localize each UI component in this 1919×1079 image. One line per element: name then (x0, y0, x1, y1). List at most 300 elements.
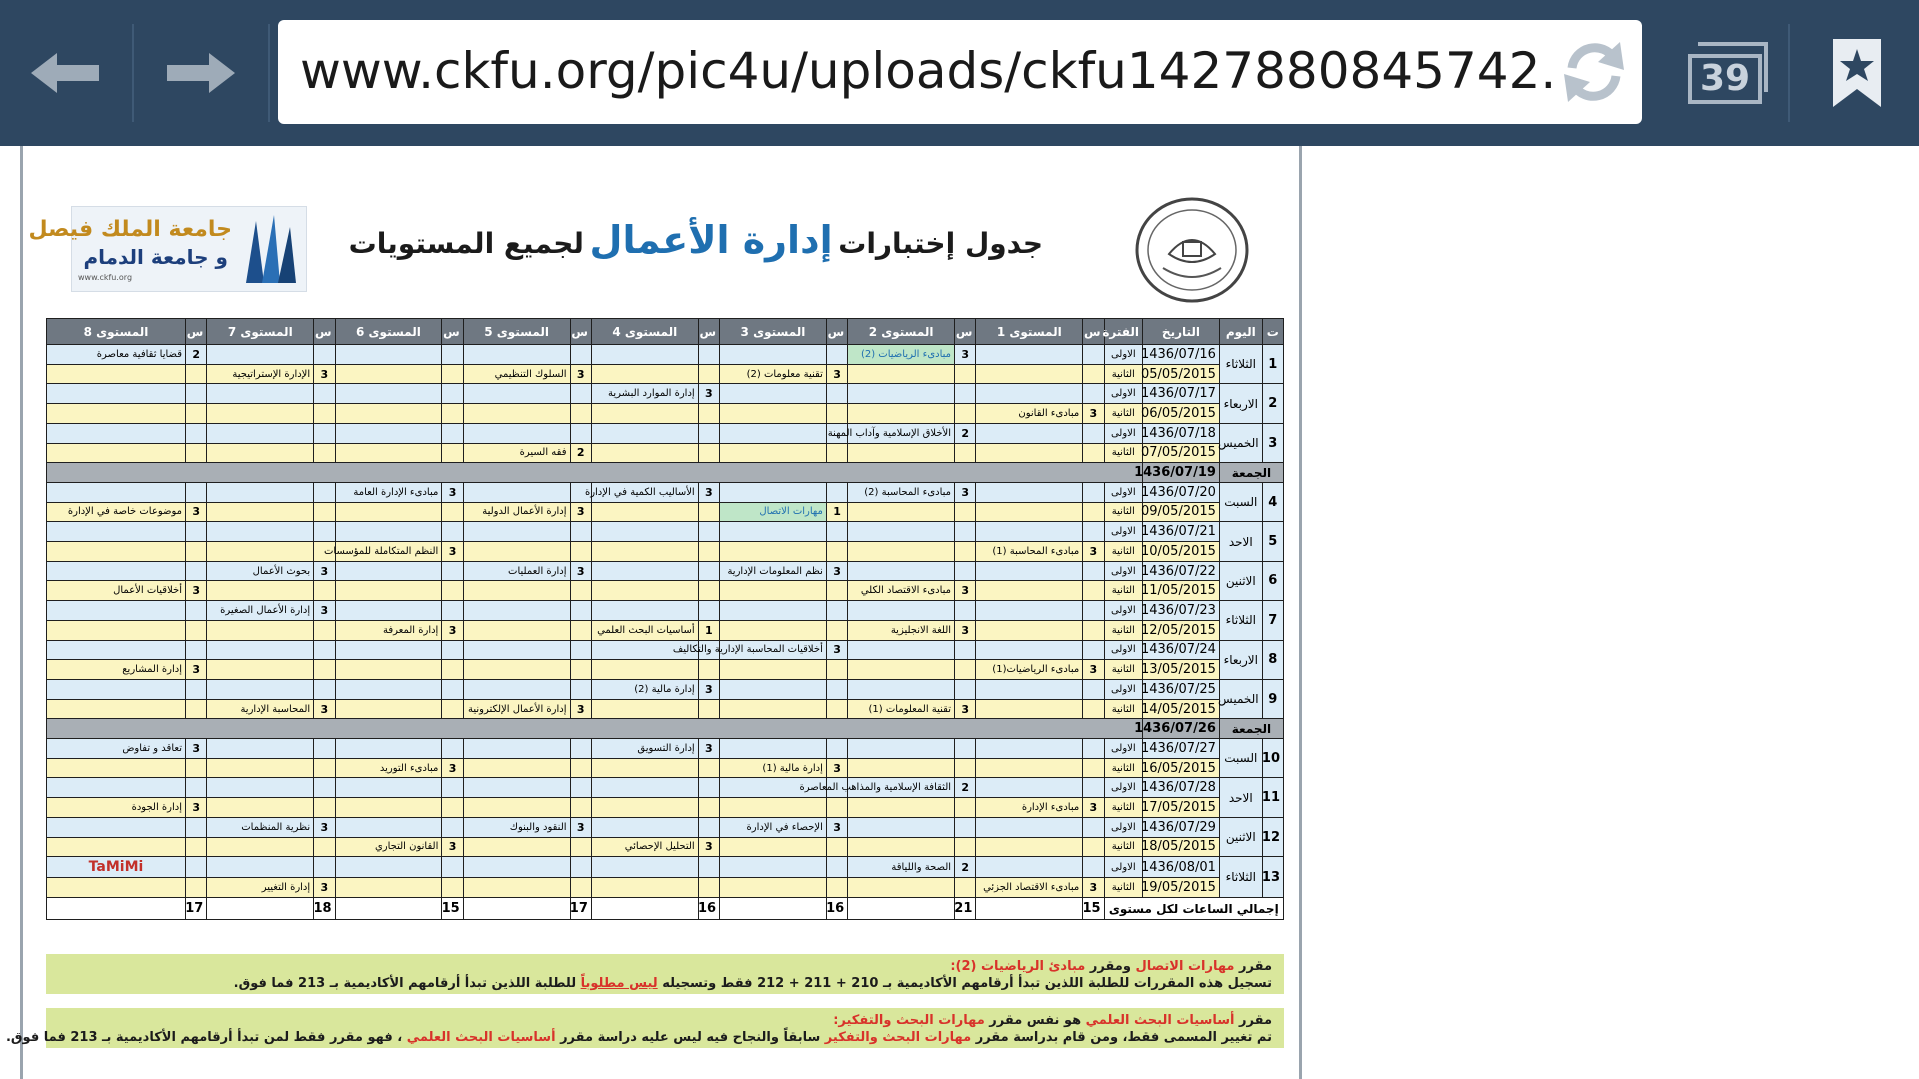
gregorian-date: 14/05/2015 (1143, 699, 1220, 719)
table-row (47, 739, 1284, 759)
credit-hours (186, 758, 207, 778)
credit-hours (186, 640, 207, 660)
course-name (47, 620, 186, 640)
course-name (47, 601, 186, 621)
credit-hours: 3 (570, 561, 591, 581)
gregorian-date: 12/05/2015 (1143, 620, 1220, 640)
credit-hours (1083, 581, 1104, 601)
table-row (47, 640, 1284, 660)
credit-hours: 3 (186, 739, 207, 759)
course-name: تقنية المعلومات (1) (848, 699, 955, 719)
credit-hours (314, 679, 335, 699)
note-text: مقرر (1239, 1013, 1272, 1028)
course-name (463, 778, 570, 798)
credit-hours (1083, 640, 1104, 660)
credit-hours (955, 798, 976, 818)
course-name: فقه السيرة (463, 443, 570, 463)
schedule-title (348, 218, 1043, 278)
credit-hours (442, 404, 463, 424)
credit-hours (698, 345, 719, 365)
course-name (720, 542, 827, 562)
credit-hours (570, 581, 591, 601)
credit-hours (314, 739, 335, 759)
table-row (47, 837, 1284, 857)
course-name: الإحصاء في الإدارة (720, 817, 827, 837)
course-name (591, 364, 698, 384)
table-row (47, 758, 1284, 778)
note-course: مهارات البحث والتفكير: (833, 1013, 985, 1028)
note-text: للطلبة اللذين تبدأ أرقامهم الأكاديمية بـ 213 فما فوق. (233, 976, 577, 991)
credit-hours (698, 660, 719, 680)
credit-hours (1083, 561, 1104, 581)
course-name (207, 522, 314, 542)
course-name (335, 384, 442, 404)
credit-hours (186, 837, 207, 857)
course-name (207, 345, 314, 365)
level-total: 17 (186, 898, 207, 920)
credit-hours (955, 817, 976, 837)
row-number: 9 (1262, 679, 1283, 718)
header-cell: المستوى 6 (335, 319, 442, 345)
level-total: 16 (698, 898, 719, 920)
course-name (848, 817, 955, 837)
course-name (591, 404, 698, 424)
credit-hours (186, 404, 207, 424)
course-name (463, 798, 570, 818)
credit-hours (442, 345, 463, 365)
course-name (591, 758, 698, 778)
credit-hours (1083, 857, 1104, 878)
tabs-button[interactable] (1665, 0, 1791, 146)
day-name: الاحد (1219, 778, 1262, 817)
course-name (335, 502, 442, 522)
table-row (47, 482, 1284, 502)
course-name (47, 542, 186, 562)
note-course: مهارات البحث والتفكير (824, 1030, 972, 1045)
course-name (591, 561, 698, 581)
header-cell: س (314, 319, 335, 345)
credit-hours (186, 778, 207, 798)
course-name: إدارة المشاريع (47, 660, 186, 680)
credit-hours (826, 601, 847, 621)
friday-day-label: الجمعة (1219, 463, 1283, 483)
course-name: الأخلاق الإسلامية وآداب المهنة (848, 423, 955, 443)
course-name: مبادىء الاقتصاد الجزئي (976, 878, 1083, 898)
credit-hours: 2 (570, 443, 591, 463)
gregorian-date: 11/05/2015 (1143, 581, 1220, 601)
row-number: 11 (1262, 778, 1283, 817)
credit-hours: 3 (442, 482, 463, 502)
credit-hours (442, 561, 463, 581)
course-name (335, 443, 442, 463)
course-name (848, 502, 955, 522)
course-name: إدارة الأعمال الصغيرة (207, 601, 314, 621)
course-name (976, 482, 1083, 502)
note-course: أساسيات البحث العلمي (1085, 1013, 1235, 1028)
credit-hours: 3 (826, 817, 847, 837)
credit-hours (955, 542, 976, 562)
credit-hours (698, 581, 719, 601)
period-cell: الاولى (1104, 857, 1142, 878)
credit-hours: 3 (442, 758, 463, 778)
course-name (463, 404, 570, 424)
course-name (720, 345, 827, 365)
total-blank (720, 898, 827, 920)
hijri-date: 1436/07/25 (1143, 679, 1220, 699)
credit-hours (1083, 699, 1104, 719)
credit-hours (442, 384, 463, 404)
period-cell: الاولى (1104, 739, 1142, 759)
course-name (591, 878, 698, 898)
note-text: تم تغيير المسمى فقط، ومن قام بدراسة مقرر (975, 1030, 1272, 1045)
course-name: الأساليب الكمية في الإدارة (591, 482, 698, 502)
course-name (463, 601, 570, 621)
course-name (207, 739, 314, 759)
totals-label: إجمالي الساعات لكل مستوى (1104, 898, 1283, 920)
credit-hours (186, 601, 207, 621)
course-name: إدارة الجودة (47, 798, 186, 818)
course-name: الإدارة الإستراتيجية (207, 364, 314, 384)
credit-hours (442, 739, 463, 759)
university-seal-icon (1133, 196, 1251, 304)
course-name (976, 620, 1083, 640)
credit-hours (570, 660, 591, 680)
course-name (848, 443, 955, 463)
day-name: الاحد (1219, 522, 1262, 561)
credit-hours (314, 443, 335, 463)
hijri-date: 1436/08/01 (1143, 857, 1220, 878)
course-name (47, 878, 186, 898)
gregorian-date: 13/05/2015 (1143, 660, 1220, 680)
credit-hours (314, 423, 335, 443)
course-name: موضوعات خاصة في الإدارة (47, 502, 186, 522)
course-name: مبادىء الإدارة العامة (335, 482, 442, 502)
course-name: أساسيات البحث العلمي (591, 620, 698, 640)
level-total: 15 (1083, 898, 1104, 920)
table-row (47, 522, 1284, 542)
course-name: قضايا ثقافية معاصرة (47, 345, 186, 365)
credit-hours: 3 (826, 640, 847, 660)
gregorian-date: 06/05/2015 (1143, 404, 1220, 424)
total-blank (207, 898, 314, 920)
note-text: ، فهو مقرر فقط لمن تبدأ أرقامهم الأكاديمية بـ 213 فما فوق. (5, 1030, 403, 1045)
gregorian-date: 18/05/2015 (1143, 837, 1220, 857)
course-name (463, 522, 570, 542)
course-name (976, 502, 1083, 522)
reload-button[interactable] (1556, 34, 1632, 110)
credit-hours (314, 502, 335, 522)
course-name: مبادىء التوريد (335, 758, 442, 778)
course-name (848, 404, 955, 424)
credit-hours (186, 423, 207, 443)
course-name: بحوث الأعمال (207, 561, 314, 581)
credit-hours (826, 542, 847, 562)
day-name: الاثنين (1219, 817, 1262, 856)
course-name (976, 561, 1083, 581)
credit-hours (186, 878, 207, 898)
course-name (591, 581, 698, 601)
course-name: إدارة الموارد البشرية (591, 384, 698, 404)
course-name (463, 384, 570, 404)
period-cell: الاولى (1104, 817, 1142, 837)
course-name (848, 640, 955, 660)
table-row (47, 502, 1284, 522)
course-name (335, 878, 442, 898)
table-row (47, 679, 1284, 699)
credit-hours (442, 423, 463, 443)
header-cell: التاريخ (1143, 319, 1220, 345)
note-course: مبادئ الرياضيات (2): (950, 959, 1086, 974)
credit-hours: 3 (698, 837, 719, 857)
period-cell: الثانية (1104, 798, 1142, 818)
course-name (335, 679, 442, 699)
course-name (591, 798, 698, 818)
level-total: 17 (570, 898, 591, 920)
credit-hours (570, 640, 591, 660)
credit-hours (570, 679, 591, 699)
credit-hours (1083, 837, 1104, 857)
day-name: الثلاثاء (1219, 345, 1262, 384)
credit-hours: 3 (314, 699, 335, 719)
total-blank (976, 898, 1083, 920)
course-name (848, 739, 955, 759)
url-text[interactable]: www.ckfu.org/pic4u/uploads/ckfu1427880845742. (300, 42, 1557, 100)
period-cell: الثانية (1104, 443, 1142, 463)
credit-hours (570, 620, 591, 640)
course-name: إدارة الأعمال الدولية (463, 502, 570, 522)
header-cell: المستوى 4 (591, 319, 698, 345)
course-name (976, 699, 1083, 719)
note-text: هو نفس مقرر (989, 1013, 1082, 1028)
credit-hours: 2 (955, 778, 976, 798)
course-name (335, 798, 442, 818)
credit-hours (186, 482, 207, 502)
period-cell: الاولى (1104, 423, 1142, 443)
course-name (976, 640, 1083, 660)
course-name (463, 679, 570, 699)
hijri-date: 1436/07/23 (1143, 601, 1220, 621)
course-name (463, 857, 570, 878)
course-name (591, 778, 698, 798)
note-box-1 (46, 954, 1284, 994)
course-name (591, 443, 698, 463)
course-name (47, 404, 186, 424)
level-total: 15 (442, 898, 463, 920)
course-name: مبادىء المحاسبة (1) (976, 542, 1083, 562)
course-name: السلوك التنظيمي (463, 364, 570, 384)
course-name (47, 837, 186, 857)
course-name (848, 561, 955, 581)
course-name (463, 640, 570, 660)
course-name (848, 758, 955, 778)
day-name: السبت (1219, 739, 1262, 778)
course-name (207, 502, 314, 522)
course-name: إدارة الأعمال الإلكترونية (463, 699, 570, 719)
credit-hours (570, 423, 591, 443)
table-row (47, 857, 1284, 878)
period-cell: الاولى (1104, 522, 1142, 542)
course-name (848, 679, 955, 699)
schedule-table (46, 318, 1284, 920)
course-name: إدارة التسويق (591, 739, 698, 759)
credit-hours (698, 758, 719, 778)
credit-hours: 3 (442, 837, 463, 857)
course-name (848, 522, 955, 542)
credit-hours (1083, 384, 1104, 404)
course-name (591, 699, 698, 719)
row-number: 7 (1262, 601, 1283, 640)
credit-hours (1083, 423, 1104, 443)
header-cell: س (955, 319, 976, 345)
course-name (47, 778, 186, 798)
course-name (463, 620, 570, 640)
period-cell: الاولى (1104, 561, 1142, 581)
note-1-line-2 (58, 975, 1272, 992)
total-blank (848, 898, 955, 920)
course-name (848, 542, 955, 562)
course-name (848, 837, 955, 857)
level-total: 21 (955, 898, 976, 920)
course-name (591, 502, 698, 522)
credit-hours (1083, 679, 1104, 699)
credit-hours (826, 384, 847, 404)
toolbar-divider (268, 24, 270, 122)
course-name (463, 423, 570, 443)
address-bar[interactable] (278, 20, 1642, 124)
credit-hours (570, 522, 591, 542)
course-name: تقنية معلومات (2) (720, 364, 827, 384)
credit-hours (1083, 345, 1104, 365)
credit-hours (698, 798, 719, 818)
credit-hours (1083, 502, 1104, 522)
course-name (47, 522, 186, 542)
course-name (976, 739, 1083, 759)
period-cell: الثانية (1104, 699, 1142, 719)
table-row (47, 384, 1284, 404)
credit-hours: 3 (955, 345, 976, 365)
credit-hours (826, 679, 847, 699)
friday-fill (47, 463, 1143, 483)
note-1-line-1 (58, 958, 1272, 975)
course-name (720, 660, 827, 680)
credit-hours (826, 878, 847, 898)
back-button[interactable] (0, 0, 132, 146)
course-name: إدارة مالية (1) (720, 758, 827, 778)
credit-hours: 2 (955, 857, 976, 878)
credit-hours (442, 798, 463, 818)
credit-hours (570, 739, 591, 759)
course-name (591, 522, 698, 542)
credit-hours: 3 (570, 699, 591, 719)
course-name (591, 601, 698, 621)
credit-hours: 3 (1083, 542, 1104, 562)
bookmark-button[interactable] (1795, 0, 1919, 146)
credit-hours (826, 581, 847, 601)
credit-hours: 1 (698, 620, 719, 640)
credit-hours (570, 778, 591, 798)
total-blank (591, 898, 698, 920)
credit-hours: 3 (1083, 404, 1104, 424)
credit-hours: 3 (826, 758, 847, 778)
course-name: الصحة واللياقة (848, 857, 955, 878)
credit-hours (698, 601, 719, 621)
header-cell: المستوى 3 (720, 319, 827, 345)
course-name (720, 443, 827, 463)
credit-hours: 3 (1083, 798, 1104, 818)
credit-hours (1083, 522, 1104, 542)
credit-hours (826, 699, 847, 719)
course-name: النظم المتكاملة للمؤسسات (335, 542, 442, 562)
credit-hours: 3 (314, 601, 335, 621)
course-name: إدارة المعرفة (335, 620, 442, 640)
credit-hours: 3 (314, 878, 335, 898)
credit-hours (698, 561, 719, 581)
credit-hours (314, 660, 335, 680)
credit-hours (314, 758, 335, 778)
table-row (47, 778, 1284, 798)
table-row (47, 423, 1284, 443)
level-total: 16 (826, 898, 847, 920)
course-name (335, 739, 442, 759)
title-major: إدارة الأعمال (589, 218, 833, 262)
credit-hours (186, 679, 207, 699)
credit-hours (826, 857, 847, 878)
course-name (335, 660, 442, 680)
credit-hours (826, 345, 847, 365)
course-name (848, 384, 955, 404)
note-emphasis: ليس مطلوباً (580, 976, 658, 991)
credit-hours (1083, 817, 1104, 837)
note-course: أساسيات البحث العلمي (406, 1030, 556, 1045)
course-name (848, 364, 955, 384)
note-text: تسجيل هذه المقررات للطلبة اللذين تبدأ أرقامهم الأكاديمية بـ 210 + 211 + 212 فقط وتسجيله (662, 976, 1272, 991)
arrow-left-icon (31, 51, 101, 95)
logo-line-1: جامعة الملك فيصل (28, 217, 232, 242)
header-cell: س (186, 319, 207, 345)
logo-line-2: و جامعة الدمام (83, 245, 228, 269)
toolbar-divider (1788, 24, 1790, 122)
course-name (335, 581, 442, 601)
gregorian-date: 07/05/2015 (1143, 443, 1220, 463)
credit-hours: 3 (826, 364, 847, 384)
course-name (207, 581, 314, 601)
credit-hours (955, 502, 976, 522)
course-name: نظم المعلومات الإدارية (720, 561, 827, 581)
forward-button[interactable] (134, 0, 266, 146)
course-name (976, 817, 1083, 837)
header-cell: س (570, 319, 591, 345)
credit-hours (570, 601, 591, 621)
course-name (207, 679, 314, 699)
credit-hours: 3 (1083, 878, 1104, 898)
course-name: مهارات الاتصال (720, 502, 827, 522)
credit-hours (698, 778, 719, 798)
credit-hours (442, 522, 463, 542)
course-name (335, 640, 442, 660)
credit-hours (955, 443, 976, 463)
course-name (207, 384, 314, 404)
course-name (591, 423, 698, 443)
table-row (47, 798, 1284, 818)
course-name (720, 482, 827, 502)
hijri-date: 1436/07/16 (1143, 345, 1220, 365)
day-name: الثلاثاء (1219, 601, 1262, 640)
friday-row (47, 463, 1284, 483)
course-name: القانون التجاري (335, 837, 442, 857)
title-prefix: جدول إختبارات (838, 227, 1043, 260)
course-name (207, 404, 314, 424)
row-number: 5 (1262, 522, 1283, 561)
